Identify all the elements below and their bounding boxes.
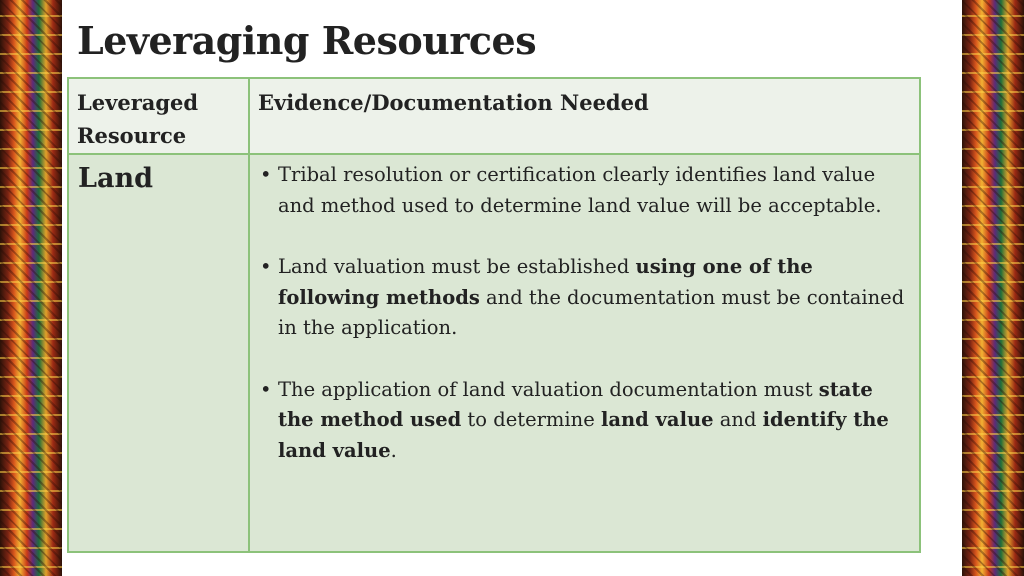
evidence-cell bbox=[249, 154, 920, 552]
bullet-text: Tribal resolution or certification clearly identifies land value and method used to determine land value will be acceptable. bbox=[278, 163, 882, 217]
bullet-emphasis: identify the land value bbox=[278, 408, 889, 462]
decorative-border-right bbox=[962, 0, 1024, 576]
evidence-bullet-list bbox=[256, 160, 909, 466]
bullet-item-state-method bbox=[256, 375, 909, 467]
bullet-text: and bbox=[713, 408, 763, 431]
decorative-border-left bbox=[0, 0, 62, 576]
bullet-emphasis: state the method used bbox=[278, 377, 873, 431]
header-evidence-documentation: Evidence/Documentation Needed bbox=[249, 78, 920, 154]
bullet-text: and the documentation must be contained in the application. bbox=[278, 285, 905, 339]
resource-cell-land: Land bbox=[68, 154, 249, 552]
resources-table bbox=[67, 77, 921, 553]
bullet-text: to determine bbox=[461, 408, 601, 431]
slide-title: Leveraging Resources bbox=[77, 18, 537, 63]
bullet-emphasis: land value bbox=[600, 408, 714, 431]
header-leveraged-resource: Leveraged Resource bbox=[68, 78, 249, 154]
bullet-text: . bbox=[390, 438, 397, 462]
bullet-emphasis: using one of the following methods bbox=[278, 255, 813, 309]
bullet-text: Land valuation must be established bbox=[278, 255, 636, 278]
bullet-item-valuation-methods bbox=[256, 252, 909, 344]
bullet-item-resolution bbox=[256, 160, 909, 221]
bullet-text: The application of land valuation documentation must bbox=[278, 377, 819, 401]
